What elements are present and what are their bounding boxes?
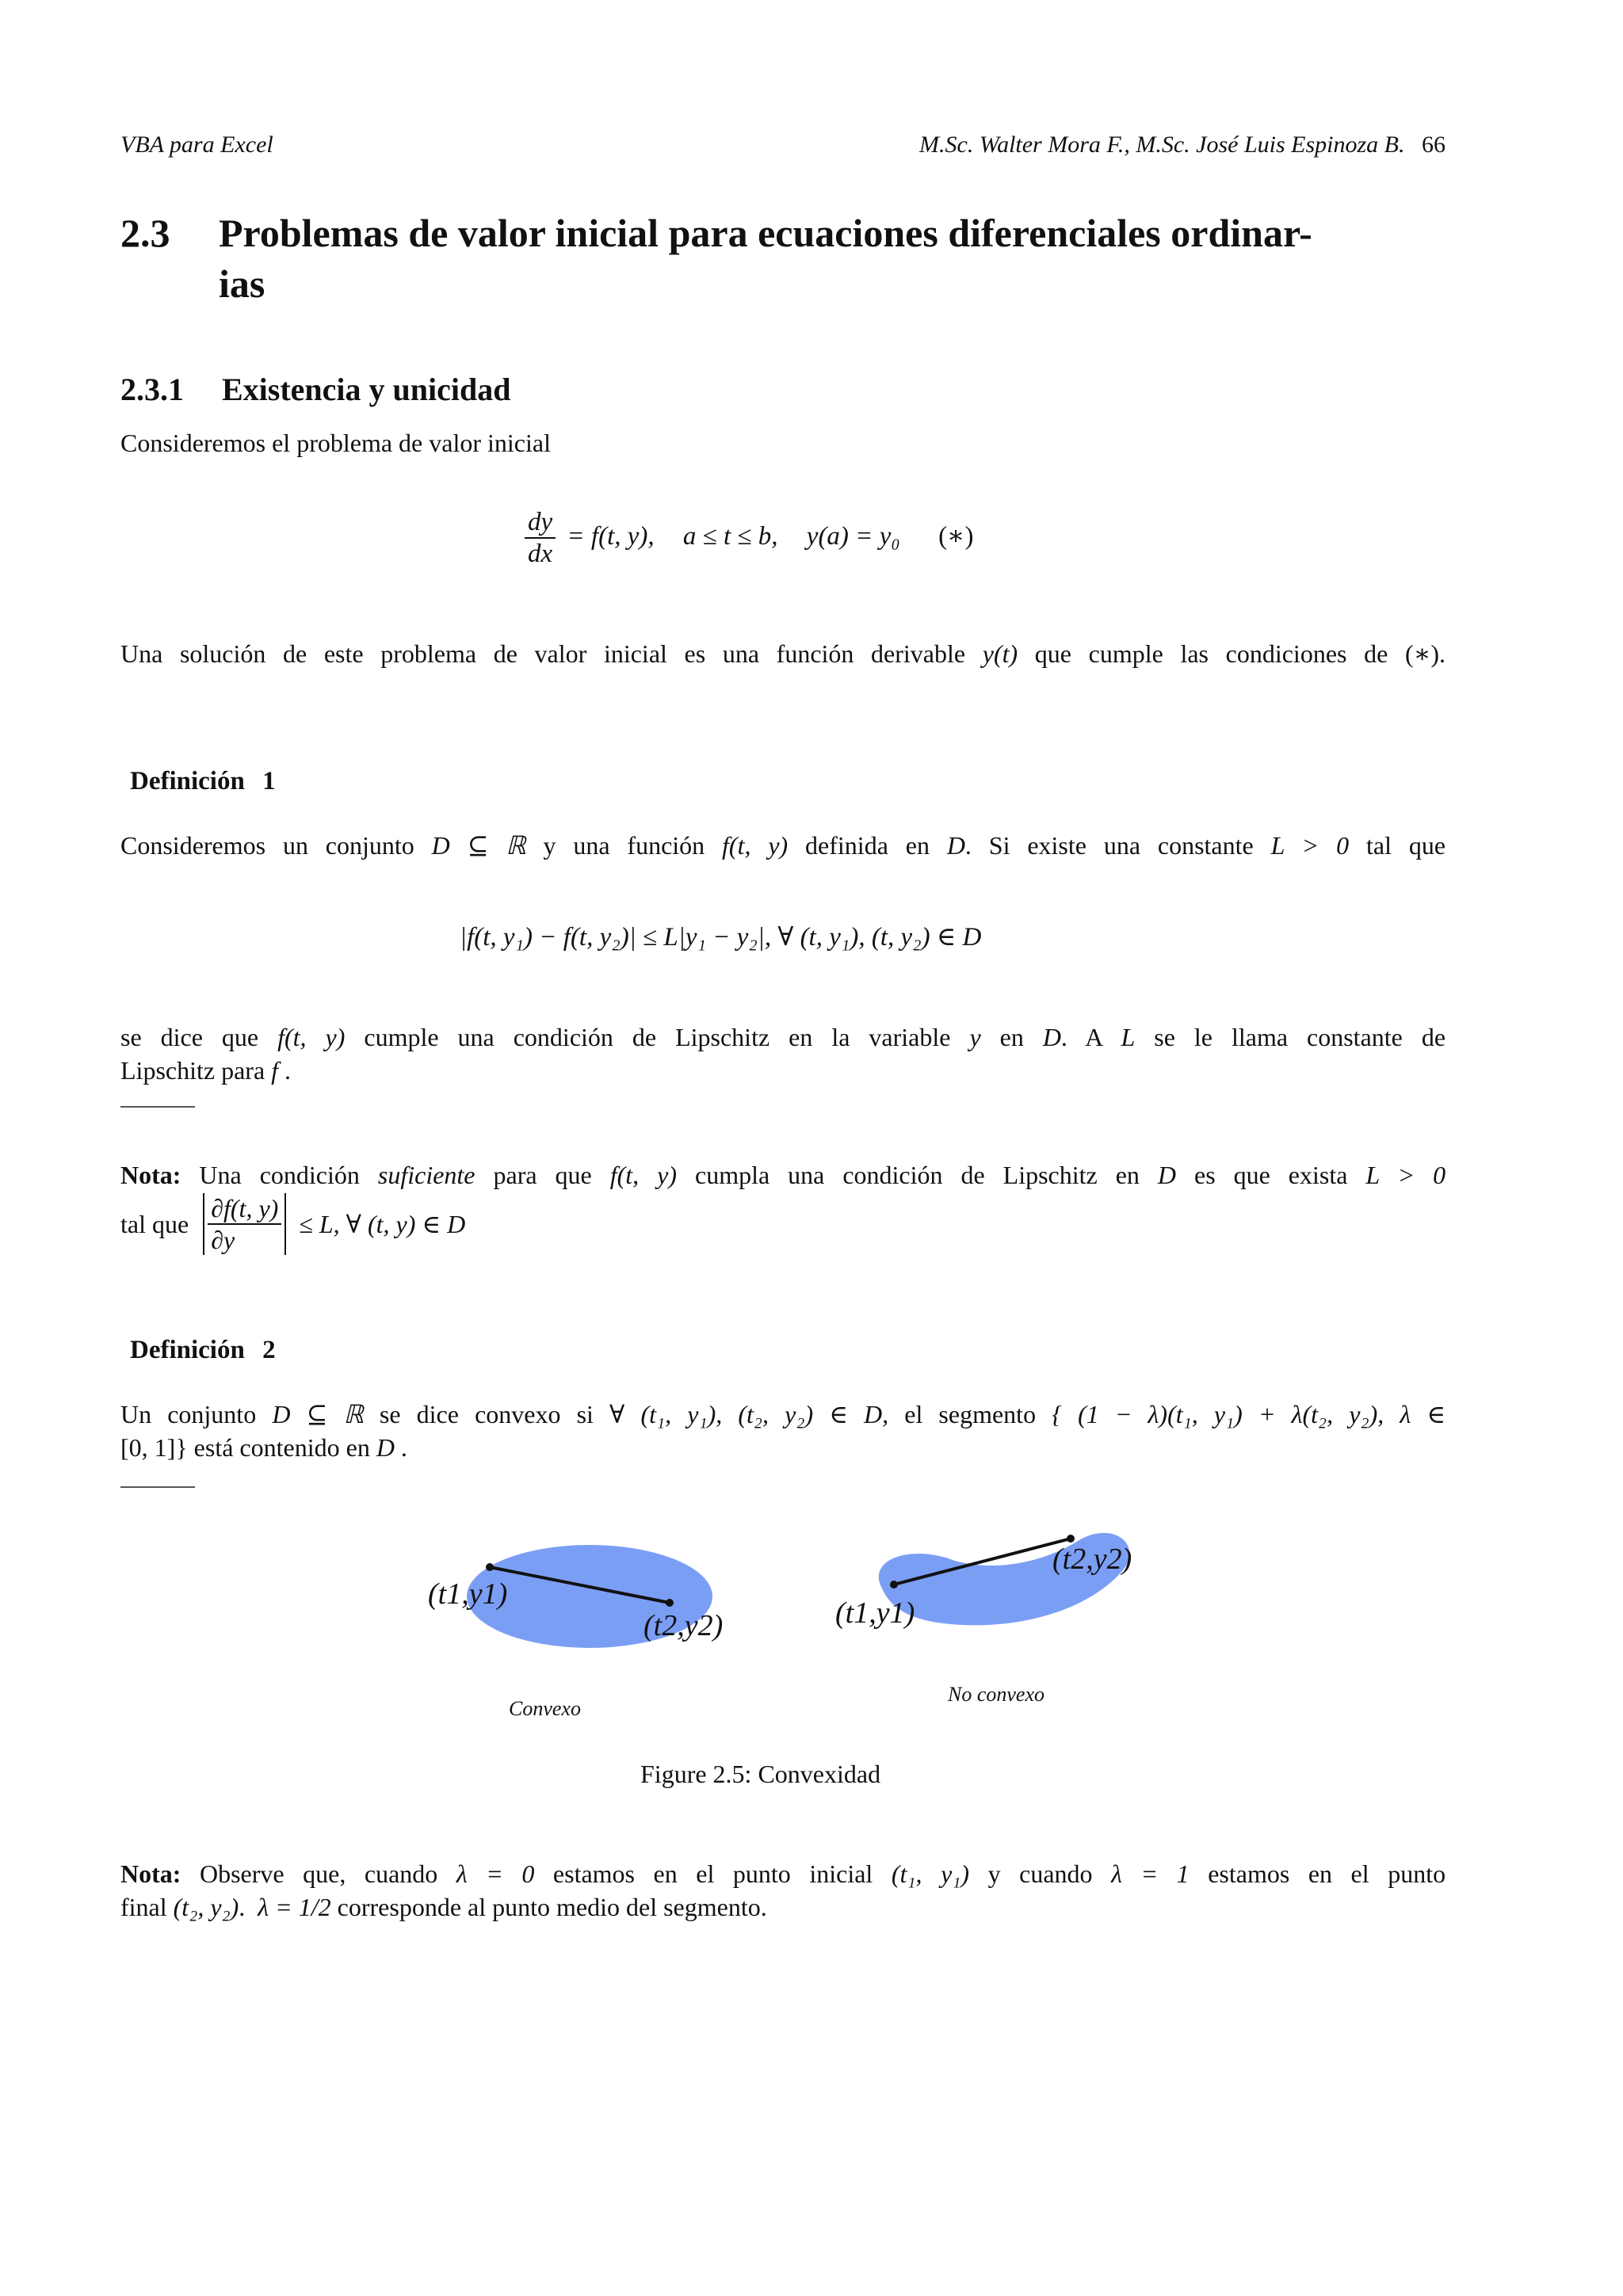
def2-points: ∀ (t₁, y₁), (t₂, y₂) ∈ D,: [609, 1400, 889, 1428]
def1-l2-domain: D: [1042, 1023, 1061, 1051]
nota-1-b: para que: [493, 1161, 592, 1189]
nonconvex-label-p2: (t2,y2): [1052, 1543, 1132, 1576]
section-title-line1: Problemas de valor inicial para ecuaciones diferenciales ordinar-: [219, 211, 1312, 255]
section-title-line2: ias: [219, 261, 265, 306]
definition-1-line3: [120, 1054, 291, 1087]
subsection-title: Existencia y unicidad: [222, 372, 511, 407]
partial-derivative-fraction: [208, 1193, 281, 1255]
convex-point-1: [486, 1563, 494, 1571]
def1-domain: D: [946, 831, 965, 860]
definition-2-line2: [120, 1431, 407, 1464]
partial-numerator-symbol: ∂f: [211, 1194, 231, 1222]
def1-l2-function: f(t, y): [277, 1023, 346, 1051]
definition-2-number: 2: [262, 1336, 276, 1364]
def2-lambda: λ ∈: [1400, 1400, 1446, 1428]
def1-l2-d: . A: [1060, 1023, 1102, 1051]
intro-paragraph: Consideremos el problema de valor inicial: [120, 429, 551, 457]
definition-1-heading: [130, 767, 276, 796]
def1-l2-a: se dice que: [120, 1023, 259, 1051]
nota-2-lambda-0: λ = 0: [456, 1859, 535, 1888]
nota-1-prefix: tal que: [120, 1210, 189, 1238]
nota-2-c: y cuando: [987, 1859, 1093, 1888]
nonconvex-point-1: [890, 1581, 898, 1589]
nota-2-line1: [120, 1857, 1445, 1890]
nota-1-label: Nota:: [120, 1161, 181, 1189]
def1-l2-variable: y: [969, 1023, 981, 1051]
lipschitz-inequality: |f(t, y₁) − f(t, y₂)| ≤ L|y₁ − y₂|, ∀ (t, y₁), (t, y₂) ∈ D: [460, 923, 982, 952]
nota-2-l2-b: .: [239, 1893, 246, 1921]
nota-2-d: estamos en el punto: [1208, 1859, 1446, 1888]
partial-denominator: ∂y: [211, 1226, 235, 1254]
nota-2-lambda-1: λ = 1: [1111, 1859, 1190, 1888]
ivp-initial-condition: y(a) = y₀: [806, 521, 900, 551]
def2-segment: { (1 − λ)(t₁, y₁) + λ(t₂, y₂),: [1052, 1400, 1384, 1428]
nota-1-c: cumpla una condición de Lipschitz en: [694, 1161, 1140, 1189]
subsection-heading: [120, 371, 511, 408]
solution-text-part1: Una solución de este problema de valor inicial es una función derivable: [120, 639, 966, 668]
partial-numerator-args: (t, y): [230, 1194, 279, 1222]
definition-1-number: 1: [262, 767, 276, 795]
def1-l3-a: Lipschitz para: [120, 1056, 265, 1085]
running-header-left: VBA para Excel: [120, 132, 273, 158]
nota-2-l2-a: final: [120, 1893, 167, 1921]
ivp-equation: [525, 507, 973, 569]
def2-l2-interval: [0, 1]}: [120, 1433, 188, 1462]
definition-1-label: Definición: [130, 767, 245, 795]
nota-1-line1: [120, 1158, 1445, 1192]
convex-label-p1: (t1,y1): [428, 1577, 508, 1611]
derivative-denominator: dx: [528, 540, 553, 568]
nota-2-lambda-half: λ = 1/2: [258, 1893, 331, 1921]
solution-paragraph: [120, 637, 1445, 670]
def2-text-a: Un conjunto: [120, 1400, 257, 1428]
nota-1-function: f(t, y): [609, 1161, 677, 1189]
ivp-interval: a ≤ t ≤ b,: [682, 521, 778, 551]
nota-1-line2: [120, 1193, 465, 1255]
convex-label-p2: (t2,y2): [643, 1609, 724, 1642]
nota-2-point-2: (t₂, y₂): [173, 1893, 239, 1921]
partial-derivative-abs: [203, 1193, 286, 1255]
def1-l2-e: se le llama constante de: [1154, 1023, 1446, 1051]
nota-2-point-1: (t₁, y₁): [891, 1859, 970, 1888]
definition-2-label: Definición: [130, 1336, 245, 1364]
def2-l2-b: está contenido en: [193, 1433, 370, 1462]
definition-1-line1: [120, 829, 1445, 862]
def1-l3-b: .: [285, 1056, 292, 1085]
def1-constant: L > 0: [1270, 831, 1350, 860]
nota-2-l2-c: corresponde al punto medio del segmento.: [337, 1893, 767, 1921]
definition-2-end-rule: [120, 1486, 195, 1488]
def2-set: D ⊆ ℝ: [272, 1400, 364, 1428]
nota-2-a: Observe que, cuando: [199, 1859, 438, 1888]
solution-yt: y(t): [982, 639, 1018, 668]
def2-text-c: el segmento: [904, 1400, 1037, 1428]
nota-2-b: estamos en el punto inicial: [552, 1859, 873, 1888]
ivp-rhs: = f(t, y),: [567, 521, 655, 551]
running-header-authors: M.Sc. Walter Mora F., M.Sc. José Luis Espinoza B.: [919, 132, 1405, 158]
nota-1-tail: ≤ L, ∀ (t, y) ∈ D: [299, 1210, 466, 1238]
def1-set: D ⊆ ℝ: [431, 831, 526, 860]
subsection-number: 2.3.1: [120, 372, 184, 407]
solution-text-part2: que cumple las condiciones de: [1034, 639, 1388, 668]
nota-1-constant: L > 0: [1365, 1161, 1446, 1189]
def1-l2-c: en: [999, 1023, 1024, 1051]
running-header-right: [919, 132, 1445, 158]
solution-ref: (∗).: [1404, 639, 1446, 668]
convex-point-2: [666, 1599, 674, 1607]
def1-text-b: y una función: [543, 831, 705, 860]
nonconvex-caption: No convexo: [948, 1683, 1045, 1706]
convex-caption: Convexo: [509, 1697, 581, 1720]
page-number: 66: [1422, 132, 1445, 158]
definition-1-line2: [120, 1020, 1445, 1054]
derivative-numerator: dy: [525, 507, 556, 539]
def2-text-b: se dice convexo si: [379, 1400, 594, 1428]
def1-l2-b: cumple una condición de Lipschitz en la variable: [364, 1023, 951, 1051]
def1-l2-constant: L: [1121, 1023, 1136, 1051]
def1-text-e: tal que: [1365, 831, 1446, 860]
section-number: 2.3: [120, 211, 170, 255]
nota-2-line2: [120, 1890, 767, 1924]
nota-1-d: es que exista: [1193, 1161, 1348, 1189]
def1-text-c: definida en: [805, 831, 930, 860]
nota-1-a: Una condición: [199, 1161, 360, 1189]
def1-function: f(t, y): [722, 831, 789, 860]
nota-1-emphasis: suficiente: [377, 1161, 475, 1189]
figure-caption: Figure 2.5: Convexidad: [640, 1760, 881, 1788]
definition-2-line1: [120, 1398, 1445, 1431]
derivative-fraction: [525, 507, 556, 569]
ivp-tag: (∗): [938, 521, 974, 551]
def2-l2-c: .: [400, 1433, 407, 1462]
def1-text-d: . Si existe una constante: [964, 831, 1254, 860]
definition-2-heading: [130, 1336, 276, 1365]
nota-1-domain: D: [1157, 1161, 1176, 1189]
def1-text-a: Consideremos un conjunto: [120, 831, 414, 860]
partial-numerator: [208, 1193, 281, 1225]
nonconvex-label-p1: (t1,y1): [835, 1596, 915, 1630]
definition-1-end-rule: [120, 1106, 195, 1108]
def2-l2-domain: D: [376, 1433, 395, 1462]
def1-l3-function: f: [271, 1056, 279, 1085]
nota-2-label: Nota:: [120, 1859, 181, 1888]
